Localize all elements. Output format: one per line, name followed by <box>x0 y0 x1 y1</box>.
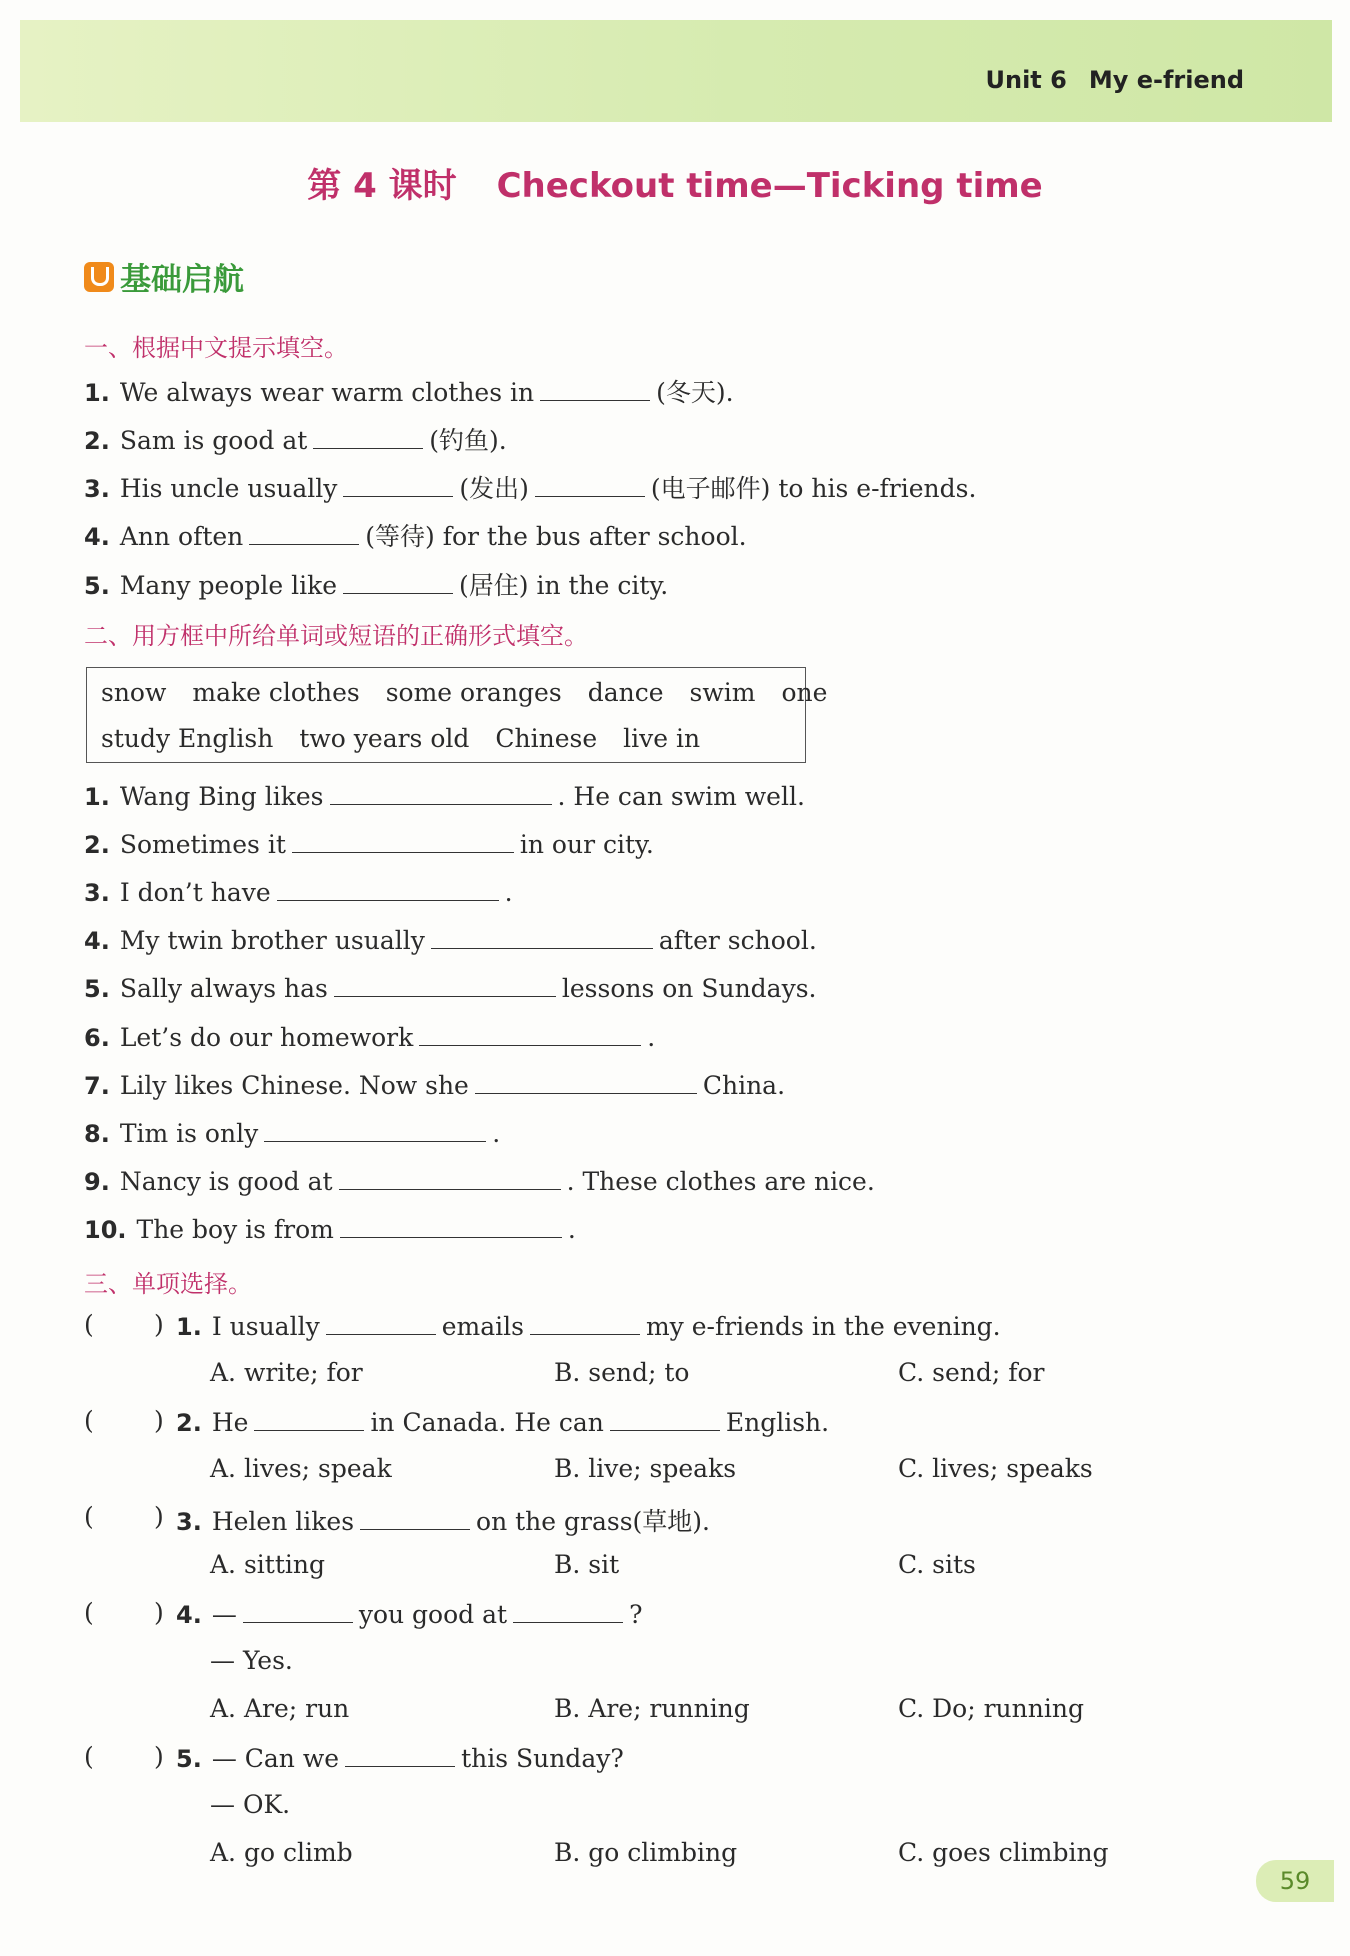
part2-item <box>84 876 513 907</box>
part2-item <box>84 924 817 955</box>
option-b[interactable]: B. sit <box>554 1550 620 1579</box>
answer-blank[interactable] <box>343 569 453 594</box>
question-text: — <box>211 1600 237 1629</box>
question-text: this Sunday? <box>461 1744 624 1773</box>
lesson-title <box>0 158 1350 207</box>
item-text: China. <box>702 1071 786 1100</box>
item-text: Sally always has <box>119 974 328 1003</box>
item-text: . These clothes are nice. <box>566 1167 875 1196</box>
answer-blank[interactable] <box>334 972 556 997</box>
question-line <box>176 1502 710 1538</box>
unit-header <box>986 66 1245 94</box>
question-number: 4. <box>176 1601 202 1629</box>
item-number: 5. <box>84 572 110 600</box>
item-text: (居住) in the city. <box>459 571 669 600</box>
answer-paren[interactable] <box>84 1310 164 1339</box>
answer-blank[interactable] <box>249 520 359 545</box>
answer-blank[interactable] <box>343 472 453 497</box>
answer-blank[interactable] <box>431 924 653 949</box>
item-text: Many people like <box>119 571 338 600</box>
item-text: Let’s do our homework <box>119 1023 414 1052</box>
lesson-label: 第 4 课时 <box>307 166 457 206</box>
question-line <box>176 1310 1001 1341</box>
item-number: 6. <box>84 1024 110 1052</box>
item-number: 10. <box>84 1216 127 1244</box>
option-a[interactable]: A. sitting <box>210 1550 325 1579</box>
item-text: . <box>492 1119 501 1148</box>
answer-blank[interactable] <box>264 1117 486 1142</box>
item-text: My twin brother usually <box>119 926 425 955</box>
question-text: emails <box>441 1312 524 1341</box>
item-text: (冬天). <box>656 378 734 407</box>
item-number: 4. <box>84 927 110 955</box>
option-a[interactable]: A. write; for <box>210 1358 363 1387</box>
part2-item <box>84 828 654 859</box>
item-number: 4. <box>84 523 110 551</box>
answer-blank[interactable] <box>340 1213 562 1238</box>
question-text: in Canada. He can <box>370 1408 604 1437</box>
answer-blank[interactable] <box>292 828 514 853</box>
item-number: 1. <box>84 379 110 407</box>
part2-item <box>84 1117 500 1148</box>
item-text: The boy is from <box>136 1215 334 1244</box>
question-text: He <box>211 1408 249 1437</box>
page-number: 59 <box>1256 1860 1334 1902</box>
answer-blank[interactable] <box>419 1021 641 1046</box>
part1-item <box>84 373 734 409</box>
word-box <box>86 667 828 763</box>
word-option: dance <box>587 678 664 707</box>
answer-blank[interactable] <box>313 424 423 449</box>
anchor-icon <box>84 262 114 292</box>
item-text: Wang Bing likes <box>119 782 324 811</box>
option-b[interactable]: B. send; to <box>554 1358 690 1387</box>
answer-blank <box>254 1406 364 1431</box>
word-option: two years old <box>299 724 470 753</box>
unit-title: My e-friend <box>1088 66 1244 94</box>
part2-item <box>84 1165 875 1196</box>
part3-title: 三、单项选择。 <box>84 1270 252 1298</box>
word-option: Chinese <box>495 724 598 753</box>
option-b[interactable]: B. go climbing <box>554 1838 738 1867</box>
answer-blank[interactable] <box>475 1069 697 1094</box>
item-number: 1. <box>84 783 110 811</box>
paren-open: ( <box>84 1502 94 1531</box>
item-text: Ann often <box>119 522 244 551</box>
reply-text: — Yes. <box>210 1646 293 1675</box>
item-number: 5. <box>84 975 110 1003</box>
item-text: Tim is only <box>119 1119 259 1148</box>
item-text: . <box>647 1023 656 1052</box>
item-number: 2. <box>84 427 110 455</box>
option-c[interactable]: C. send; for <box>898 1358 1045 1387</box>
reply-text: — OK. <box>210 1790 291 1819</box>
lesson-name: Checkout time—Ticking time <box>496 166 1043 206</box>
question-line <box>176 1406 829 1437</box>
option-b[interactable]: B. live; speaks <box>554 1454 737 1483</box>
question-number: 3. <box>176 1508 202 1536</box>
answer-paren[interactable] <box>84 1742 164 1771</box>
word-option: study English <box>101 724 274 753</box>
answer-blank <box>513 1598 623 1623</box>
option-a[interactable]: A. Are; run <box>210 1694 350 1723</box>
item-text: . <box>504 878 513 907</box>
answer-blank <box>360 1505 470 1530</box>
part1-title: 一、根据中文提示填空。 <box>84 334 348 362</box>
paren-open: ( <box>84 1406 94 1435</box>
part2-item <box>84 780 805 811</box>
part2-item <box>84 1213 576 1244</box>
question-text: Helen likes <box>211 1507 355 1536</box>
paren-close: ) <box>154 1502 164 1531</box>
part1-item <box>84 469 976 505</box>
question-number: 1. <box>176 1313 202 1341</box>
item-number: 7. <box>84 1072 110 1100</box>
answer-blank <box>345 1742 455 1767</box>
item-text: (钓鱼). <box>429 426 507 455</box>
answer-blank <box>243 1598 353 1623</box>
answer-paren[interactable] <box>84 1502 164 1531</box>
option-a[interactable]: A. lives; speak <box>210 1454 392 1483</box>
item-text: (等待) for the bus after school. <box>365 522 747 551</box>
option-c[interactable]: C. sits <box>898 1550 976 1579</box>
section-heading <box>84 254 244 299</box>
item-text: Nancy is good at <box>119 1167 333 1196</box>
item-text: Lily likes Chinese. Now she <box>119 1071 469 1100</box>
word-option: make clothes <box>192 678 360 707</box>
item-text: We always wear warm clothes in <box>119 378 535 407</box>
question-text: you good at <box>358 1600 508 1629</box>
question-line <box>176 1742 624 1773</box>
item-text: in our city. <box>519 830 654 859</box>
part2-item <box>84 1069 785 1100</box>
answer-blank[interactable] <box>277 876 499 901</box>
question-line <box>176 1598 642 1629</box>
part1-item <box>84 566 668 602</box>
part2-item <box>84 972 817 1003</box>
answer-blank[interactable] <box>330 780 552 805</box>
item-number: 9. <box>84 1168 110 1196</box>
paren-close: ) <box>154 1310 164 1339</box>
question-text: on the grass(草地). <box>476 1507 710 1536</box>
paren-open: ( <box>84 1742 94 1771</box>
item-text: (发出) <box>459 474 529 503</box>
item-text: I don’t have <box>119 878 271 907</box>
part1-item <box>84 517 747 553</box>
item-text: (电子邮件) to his e-friends. <box>650 474 977 503</box>
option-c[interactable]: C. Do; running <box>898 1694 1084 1723</box>
word-option: one <box>781 678 828 707</box>
option-c[interactable]: C. lives; speaks <box>898 1454 1093 1483</box>
question-text: ? <box>629 1600 643 1629</box>
option-b[interactable]: B. Are; running <box>554 1694 750 1723</box>
word-option: swim <box>689 678 756 707</box>
word-option: some oranges <box>385 678 562 707</box>
answer-paren[interactable] <box>84 1406 164 1435</box>
paren-close: ) <box>154 1406 164 1435</box>
paren-close: ) <box>154 1598 164 1627</box>
paren-close: ) <box>154 1742 164 1771</box>
answer-paren[interactable] <box>84 1598 164 1627</box>
item-number: 2. <box>84 831 110 859</box>
word-box-row <box>101 724 726 753</box>
answer-blank[interactable] <box>339 1165 561 1190</box>
word-option: live in <box>623 724 701 753</box>
answer-blank <box>610 1406 720 1431</box>
part2-item <box>84 1021 655 1052</box>
question-text: — Can we <box>211 1744 340 1773</box>
item-text: . He can swim well. <box>557 782 805 811</box>
question-text: I usually <box>211 1312 320 1341</box>
paren-open: ( <box>84 1598 94 1627</box>
question-text: my e-friends in the evening. <box>645 1312 1001 1341</box>
answer-blank <box>530 1310 640 1335</box>
answer-blank[interactable] <box>540 376 650 401</box>
part2-title: 二、用方框中所给单词或短语的正确形式填空。 <box>84 622 588 650</box>
part1-item <box>84 421 507 457</box>
item-text: . <box>567 1215 576 1244</box>
question-number: 5. <box>176 1745 202 1773</box>
question-text: English. <box>725 1408 830 1437</box>
word-box-row <box>101 678 827 707</box>
unit-number: Unit 6 <box>985 66 1067 94</box>
item-number: 3. <box>84 879 110 907</box>
item-text: Sometimes it <box>119 830 286 859</box>
item-text: Sam is good at <box>119 426 308 455</box>
word-option: snow <box>101 678 167 707</box>
item-number: 8. <box>84 1120 110 1148</box>
answer-blank[interactable] <box>535 472 645 497</box>
question-number: 2. <box>176 1409 202 1437</box>
item-text: after school. <box>658 926 817 955</box>
option-c[interactable]: C. goes climbing <box>898 1838 1109 1867</box>
item-number: 3. <box>84 475 110 503</box>
item-text: lessons on Sundays. <box>561 974 817 1003</box>
item-text: His uncle usually <box>119 474 338 503</box>
option-a[interactable]: A. go climb <box>210 1838 353 1867</box>
paren-open: ( <box>84 1310 94 1339</box>
section-title: 基础启航 <box>120 262 244 298</box>
answer-blank <box>326 1310 436 1335</box>
